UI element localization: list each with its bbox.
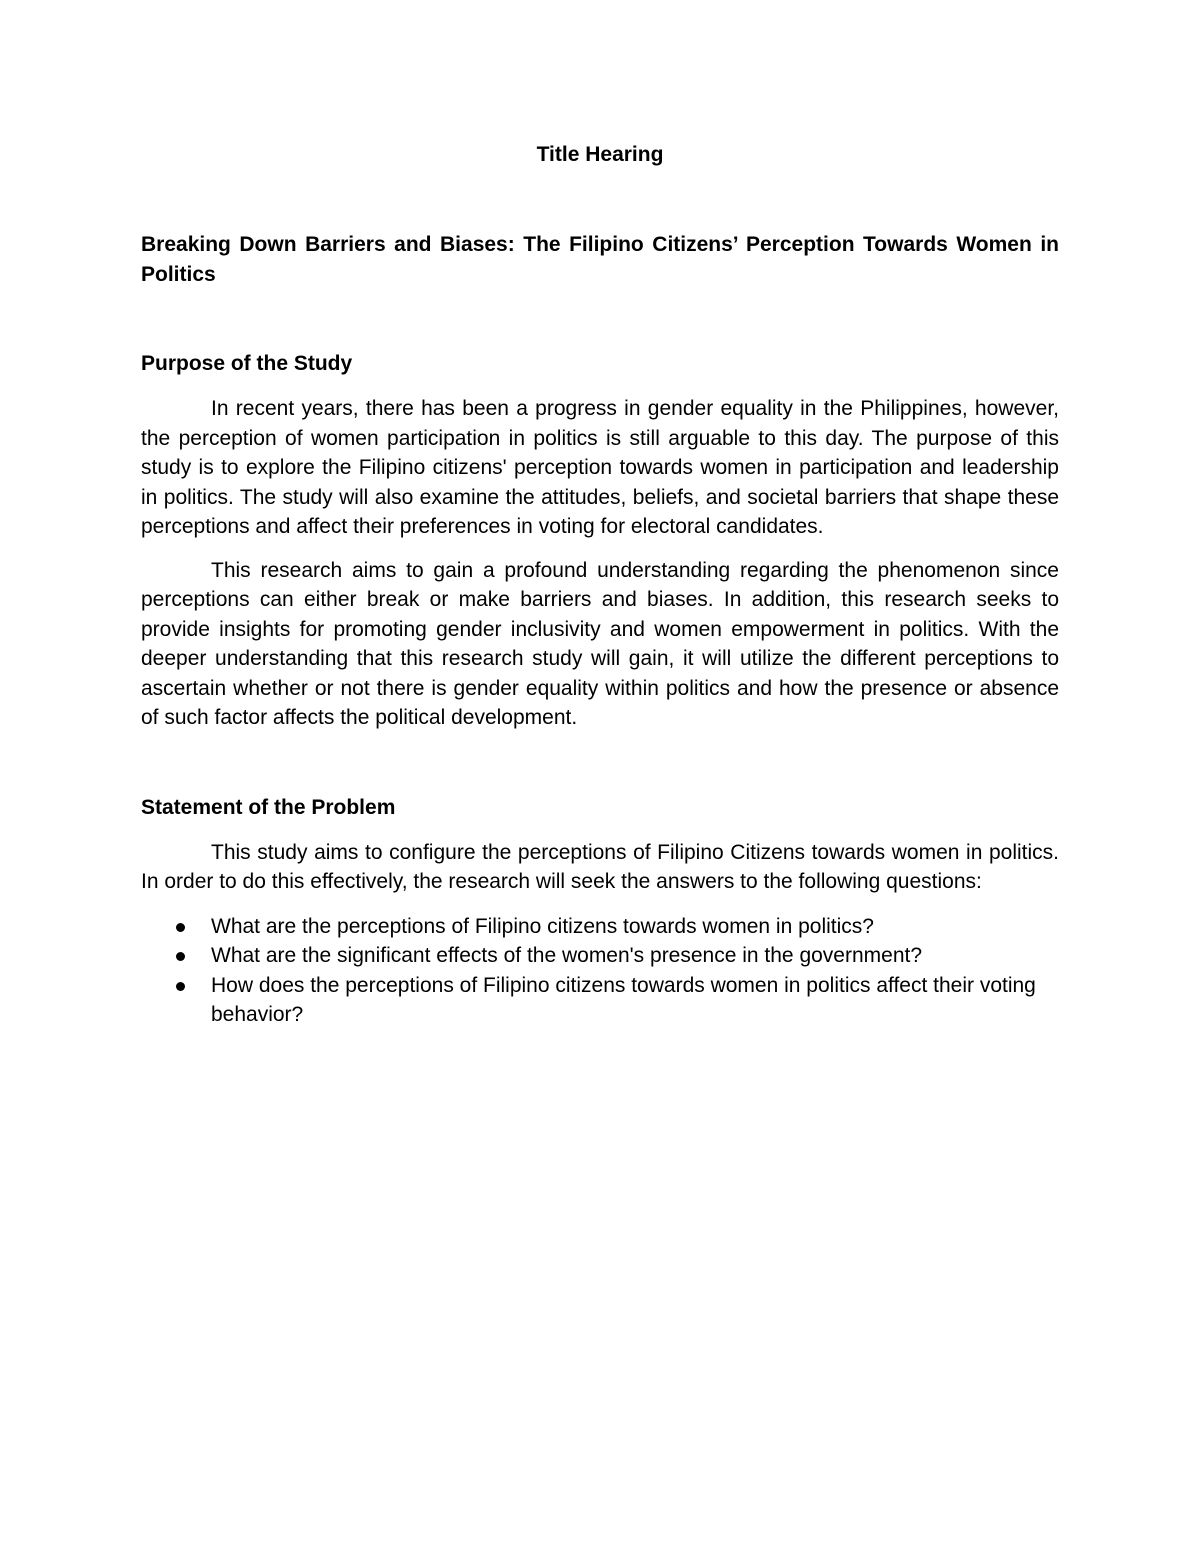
section-heading-purpose: Purpose of the Study xyxy=(141,352,353,375)
list-item-text: How does the perceptions of Filipino citizens towards women in politics affect their voting behavior? xyxy=(211,973,1036,1026)
list-item-text: What are the perceptions of Filipino citizens towards women in politics? xyxy=(211,914,874,938)
bullet-icon xyxy=(176,923,185,932)
list-item-text: What are the significant effects of the women's presence in the government? xyxy=(211,944,923,967)
bullet-icon xyxy=(176,982,185,991)
purpose-paragraph-2: This research aims to gain a profound understanding regarding the phenomenon since perceptions can either break or make barriers and biases. In addition, this research seeks to provide insights for promoting gender inclusivity and women empowerment in politics. With the deeper understanding that this research study will gain, it will utilize the different perceptions to ascertain whether or not there is gender equality within politics and how the presence or absence of such factor affects the political development. xyxy=(141,558,1059,729)
bullet-icon xyxy=(176,952,185,961)
purpose-paragraph-1: In recent years, there has been a progress in gender equality in the Philippines, however, the perception of women participation in politics is still arguable to this day. The purpose of this study is to explore the Filipino citizens' perception towards women in participation and leadership in politics. The study will also examine the attitudes, beliefs, and societal barriers that shape these perceptions and affect their preferences in voting for electoral candidates. xyxy=(141,397,1059,538)
document-title: Title Hearing xyxy=(536,143,664,166)
document-body xyxy=(141,140,1059,1030)
section-heading-problem: Statement of the Problem xyxy=(141,795,396,819)
list-item xyxy=(141,971,1059,1030)
research-title: Breaking Down Barriers and Biases: The Filipino Citizens’ Perception Towards Women in Politics xyxy=(141,233,1059,286)
list-item xyxy=(141,941,1059,971)
list-item xyxy=(141,912,1059,942)
problem-paragraph-1: This study aims to configure the perceptions of Filipino Citizens towards women in politics. In order to do this effectively, the research will seek the answers to the following questions: xyxy=(141,840,1059,893)
research-questions-list xyxy=(141,912,1059,1030)
